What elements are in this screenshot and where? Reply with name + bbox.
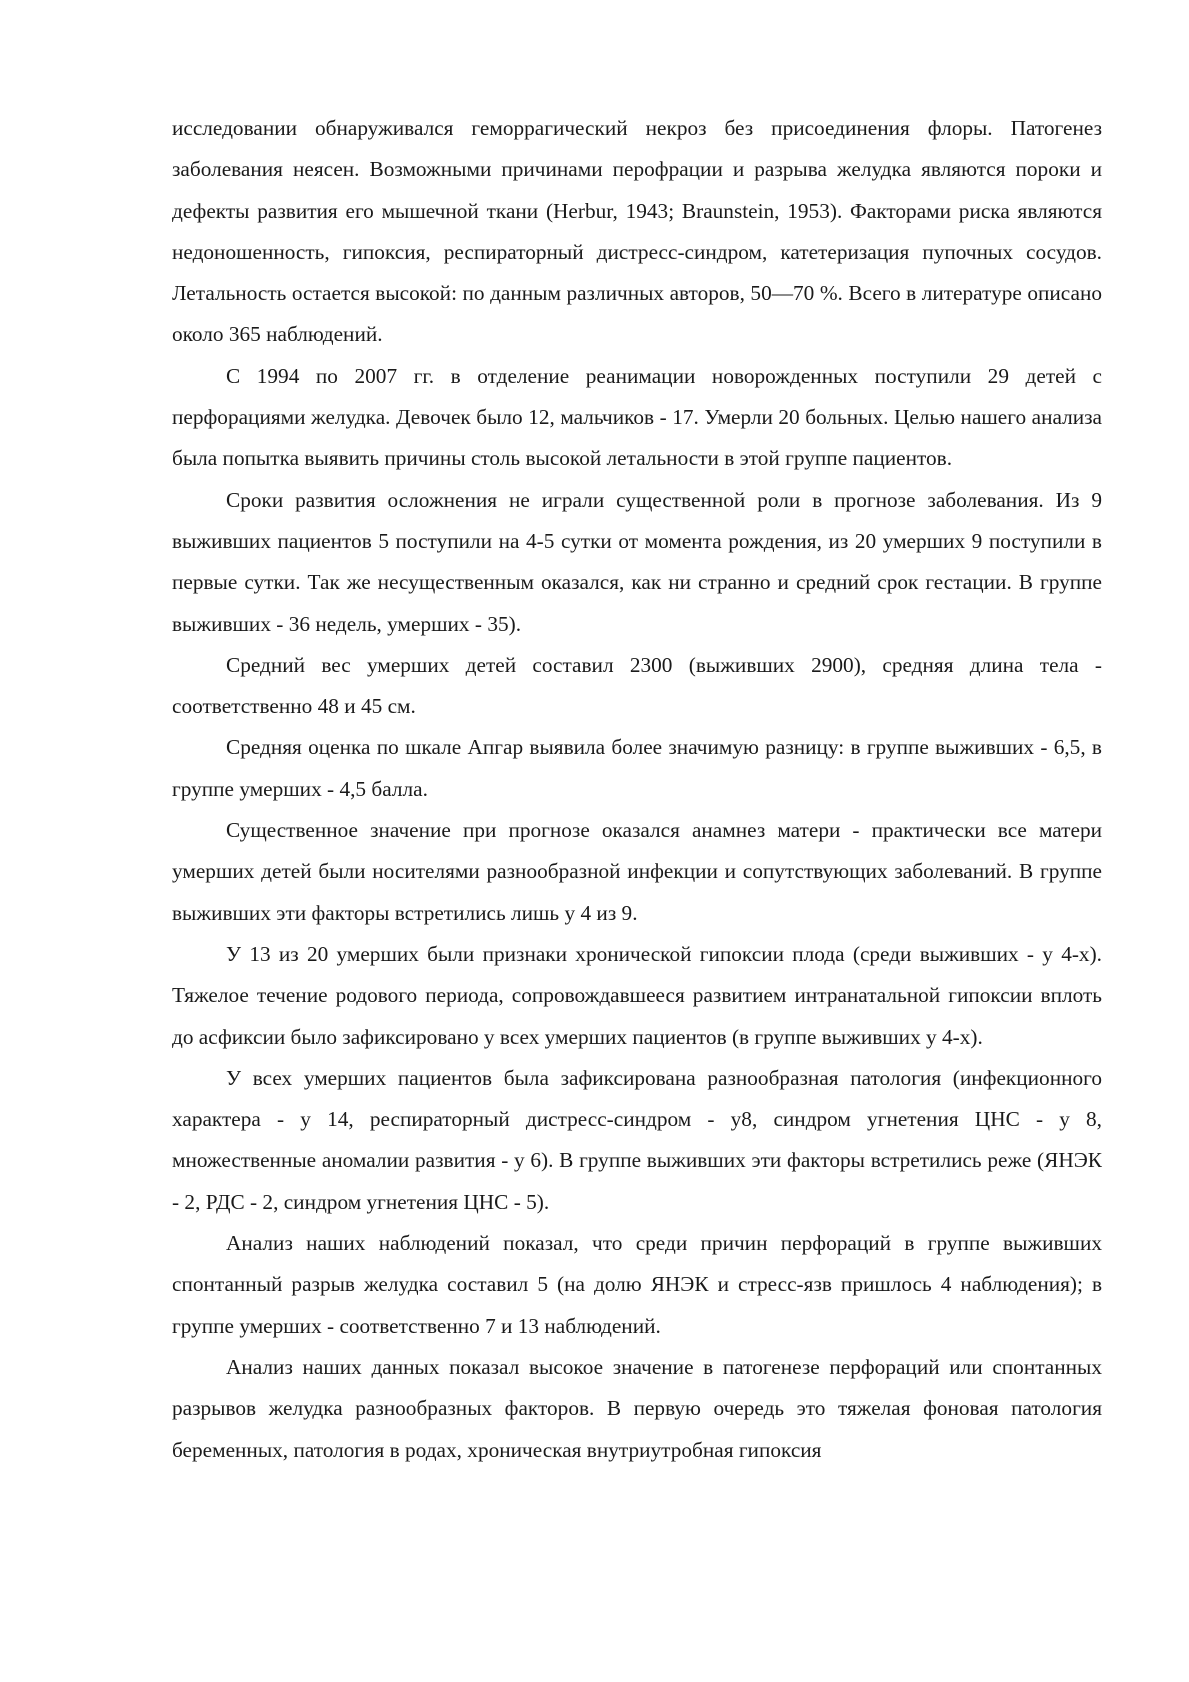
paragraph-4: Средний вес умерших детей составил 2300 (выживших 2900), средняя длина тела - соответственно 48 и 45 см. xyxy=(172,652,1102,719)
paragraph-5: Средняя оценка по шкале Апгар выявила более значимую разницу: в группе выживших - 6,5, в группе умерших - 4,5 балла. xyxy=(172,735,1102,801)
paragraph-3: Сроки развития осложнения не играли существенной роли в прогнозе заболевания. Из 9 выживших пациентов 5 поступили на 4-5 сутки от момента рождения, из 20 умерших 9 поступили в первые сутки. Так же несущественным оказался, как ни странно и средний срок гестации. В группе выживших - 36 недель, умерших - 35). xyxy=(172,487,1102,636)
paragraph-9: Анализ наших наблюдений показал, что среди причин перфораций в группе выживших спонтанный разрыв желудка составил 5 (на долю ЯНЭК и стресс-язв пришлось 4 наблюдения); в группе умерших - соответственно 7 и 13 наблюдений. xyxy=(172,1231,1102,1338)
paragraph-10: Анализ наших данных показал высокое значение в патогенезе перфораций или спонтанных разрывов желудка разнообразных факторов. В первую очередь это тяжелая фоновая патология беременных, патология в родах, хроническая внутриутробная гипоксия xyxy=(172,1354,1102,1462)
paragraph-8: У всех умерших пациентов была зафиксирована разнообразная патология (инфекционного характера - у 14, респираторный дистресс-синдром - у8, синдром угнетения ЦНС - у 8, множественные аномалии развития - у 6). В группе выживших эти факторы встретились реже (ЯНЭК - 2, РДС - 2, синдром угнетения ЦНС - 5). xyxy=(172,1065,1102,1214)
paragraph-2: С 1994 по 2007 гг. в отделение реанимации новорожденных поступили 29 детей с перфорациями желудка. Девочек было 12, мальчиков - 17. Умерли 20 больных. Целью нашего анализа была попытка выявить причины столь высокой летальности в этой группе пациентов. xyxy=(172,363,1102,471)
document-page xyxy=(172,108,1102,1471)
paragraph-7: У 13 из 20 умерших были признаки хронической гипоксии плода (среди выживших - у 4-х). Тяжелое течение родового периода, сопровождавшееся развитием интранатальной гипоксии вплоть до асфиксии было зафиксировано у всех умерших пациентов (в группе выживших у 4-х). xyxy=(172,941,1102,1049)
paragraph-1: исследовании обнаруживался геморрагический некроз без присоединения флоры. Патогенез заболевания неясен. Возможными причинами перофрации и разрыва желудка являются пороки и дефекты развития его мышечной ткани (Herbur, 1943; Braunstein, 1953). Факторами риска являются недоношенность, гипоксия, респираторный дистресс-синдром, катетеризация пупочных сосудов. Летальность остается высокой: по данным различных авторов, 50—70 %. Всего в литературе описано около 365 наблюдений. xyxy=(172,116,1102,347)
paragraph-6: Существенное значение при прогнозе оказался анамнез матери - практически все матери умерших детей были носителями разнообразной инфекции и сопутствующих заболеваний. В группе выживших эти факторы встретились лишь у 4 из 9. xyxy=(172,818,1102,925)
